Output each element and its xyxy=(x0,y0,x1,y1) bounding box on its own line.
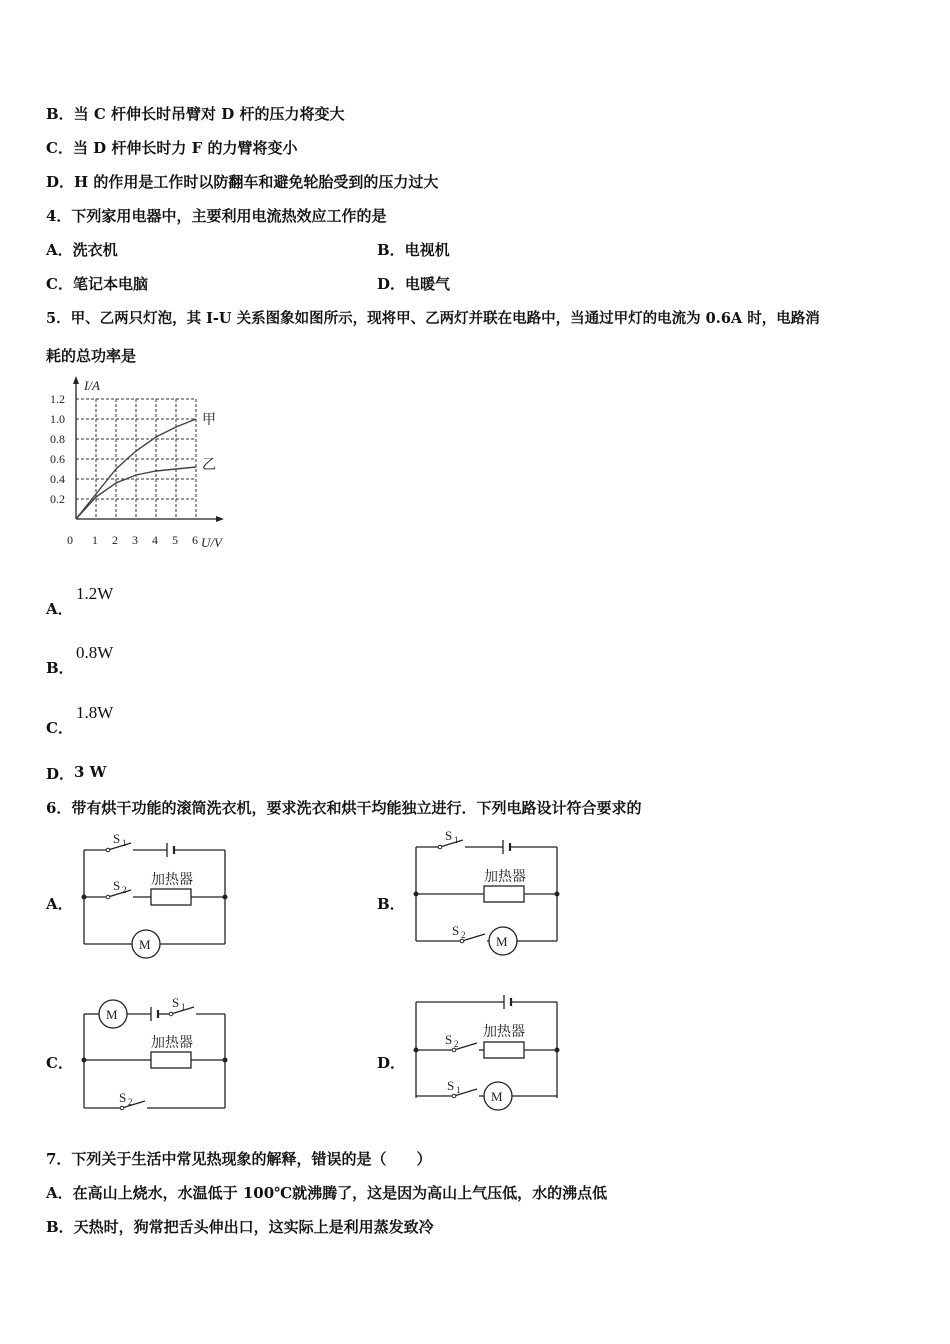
q3-option-b: B．当 C 杆伸长时吊臂对 D 杆的压力将变大 xyxy=(46,105,345,123)
y-tick-label: 0.2 xyxy=(50,492,65,506)
switch-label-sub1: 1 xyxy=(454,835,459,845)
x-tick-label: 1 xyxy=(92,533,98,547)
motor-label: M xyxy=(496,934,508,949)
q5-option-d-label: D． xyxy=(46,765,75,783)
switch-label-s1: S xyxy=(447,1078,455,1093)
circuit-a xyxy=(75,828,235,963)
q4-option-d: D．电暖气 xyxy=(377,275,451,293)
circuit-d xyxy=(407,980,567,1120)
q6-option-a-label: A． xyxy=(46,895,73,913)
heater-label: 加热器 xyxy=(151,1035,193,1051)
y-tick-label: 0.8 xyxy=(50,432,65,446)
q5-option-b-value: 0.8W xyxy=(76,643,114,662)
q3-option-c: C．当 D 杆伸长时力 F 的力臂将变小 xyxy=(46,139,298,157)
switch-label-s2: S xyxy=(119,1090,127,1105)
switch-label-sub2: 2 xyxy=(461,930,466,940)
q5-stem-line2: 耗的总功率是 xyxy=(46,347,137,365)
q4-option-a: A．洗衣机 xyxy=(46,241,118,259)
circuit-c xyxy=(75,990,235,1120)
q4-option-c: C．笔记本电脑 xyxy=(46,275,148,293)
switch-label-sub1: 1 xyxy=(181,1002,186,1012)
x-tick-label: 2 xyxy=(112,533,118,547)
y-axis-arrow xyxy=(73,376,79,384)
heater-label: 加热器 xyxy=(483,1024,525,1040)
q7-option-b: B．天热时，狗常把舌头伸出口，这实际上是利用蒸发致冷 xyxy=(46,1218,434,1236)
x-tick-label: 3 xyxy=(132,533,138,547)
q5-option-c-label: C． xyxy=(46,719,73,737)
switch-label-sub2: 2 xyxy=(454,1039,459,1049)
y-tick-label: 1.0 xyxy=(50,412,65,426)
q6-stem: 6．带有烘干功能的滚筒洗衣机，要求洗衣和烘干均能独立进行．下列电路设计符合要求的 xyxy=(46,799,642,817)
motor-label: M xyxy=(139,937,151,952)
q4-stem: 4．下列家用电器中，主要利用电流热效应工作的是 xyxy=(46,207,387,225)
x-tick-label: 6 xyxy=(192,533,198,547)
q6-option-c-label: C． xyxy=(46,1054,73,1072)
x-tick-label: 4 xyxy=(152,533,158,547)
circuit-b xyxy=(407,825,567,960)
switch-label-s2: S xyxy=(452,923,460,938)
heater-label: 加热器 xyxy=(151,872,193,888)
y-axis-label: I/A xyxy=(84,378,100,393)
switch-label-s1: S xyxy=(113,831,121,846)
switch-label-sub2: 2 xyxy=(128,1097,133,1107)
y-tick-label: 1.2 xyxy=(50,392,65,406)
q6-option-b-label: B． xyxy=(377,895,405,913)
x-axis-arrow xyxy=(216,516,224,522)
q5-option-b-label: B． xyxy=(46,659,74,677)
x-tick-label: 0 xyxy=(67,533,73,547)
q7-stem: 7．下列关于生活中常见热现象的解释，错误的是（ ） xyxy=(46,1150,432,1168)
motor-label: M xyxy=(491,1089,503,1104)
switch-label-sub1: 1 xyxy=(456,1085,461,1095)
series-label: 甲 xyxy=(202,412,216,428)
y-tick-label: 0.4 xyxy=(50,472,65,486)
q5-option-c-value: 1.8W xyxy=(76,703,114,722)
q5-option-d-value: 3 W xyxy=(74,763,107,781)
switch-label-s2: S xyxy=(445,1032,453,1047)
switch-label-s1: S xyxy=(172,995,180,1010)
q3-option-d: D．H 的作用是工作时以防翻车和避免轮胎受到的压力过大 xyxy=(46,173,439,191)
iu-chart xyxy=(40,372,250,557)
q5-option-a-value: 1.2W xyxy=(76,584,114,603)
y-tick-label: 0.6 xyxy=(50,452,65,466)
motor-label: M xyxy=(106,1007,118,1022)
series-label: 乙 xyxy=(202,457,216,473)
heater-label: 加热器 xyxy=(484,869,526,885)
q5-stem-line1: 5．甲、乙两只灯泡，其 I-U 关系图象如图所示，现将甲、乙两灯并联在电路中，当通过甲灯的电流为 0.6A 时，电路消 xyxy=(46,310,820,327)
x-tick-label: 5 xyxy=(172,533,178,547)
q4-option-b: B．电视机 xyxy=(377,241,450,259)
q7-option-a: A．在高山上烧水，水温低于 100℃就沸腾了，这是因为高山上气压低，水的沸点低 xyxy=(46,1184,608,1202)
x-axis-label: U/V xyxy=(201,535,222,550)
q6-option-d-label: D． xyxy=(377,1054,406,1072)
switch-label-s2: S xyxy=(113,878,121,893)
q5-option-a-label: A． xyxy=(46,600,73,618)
switch-label-sub2: 2 xyxy=(122,885,127,895)
switch-label-s1: S xyxy=(445,828,453,843)
switch-label-sub1: 1 xyxy=(122,838,127,848)
